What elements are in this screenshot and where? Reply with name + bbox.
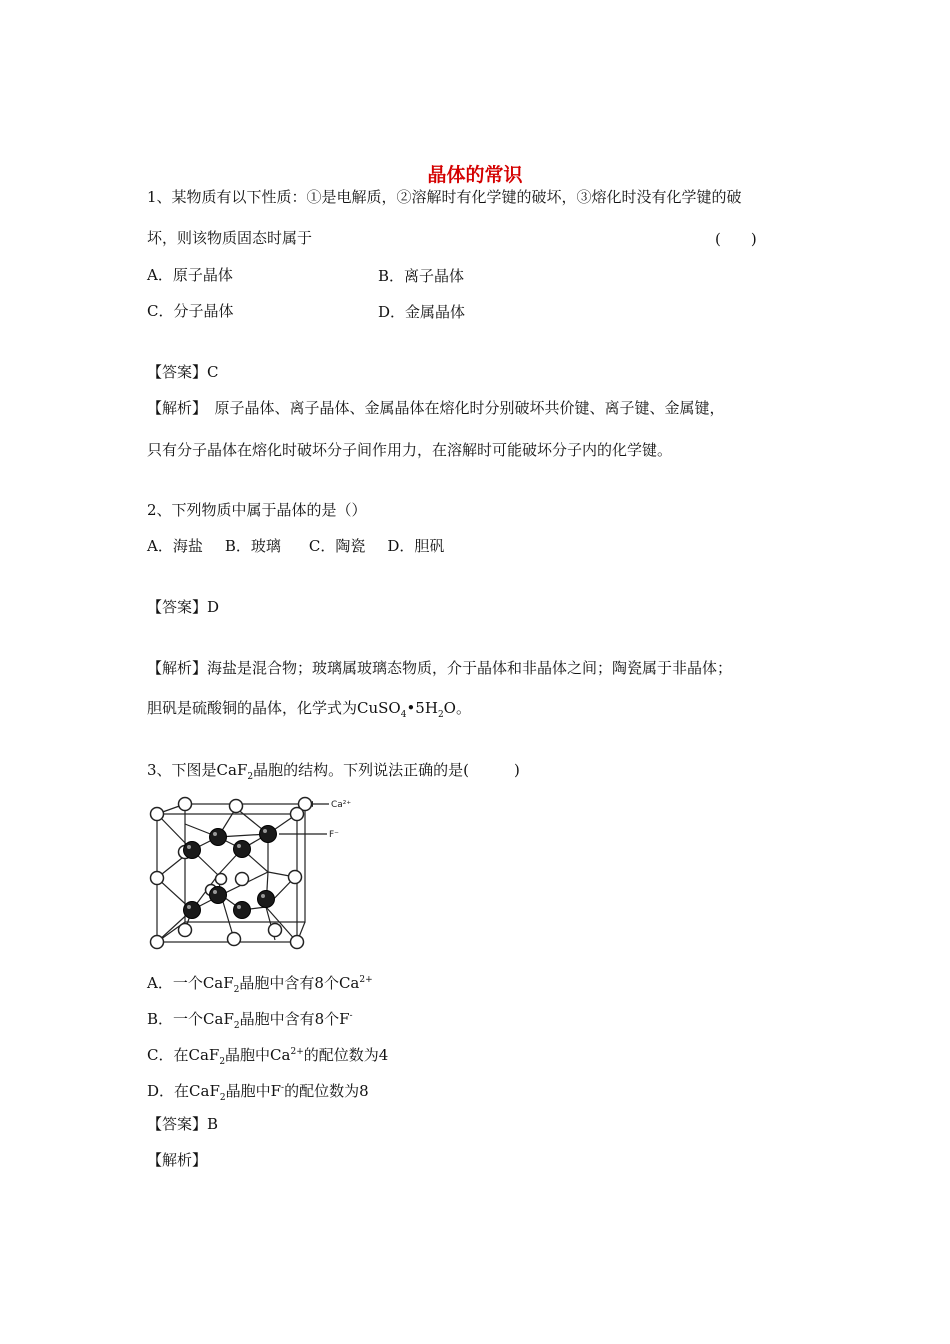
caf2-unit-cell-figure — [145, 792, 365, 952]
answer-label: 【答案】 — [147, 1115, 208, 1133]
q3-option-c — [147, 1042, 388, 1072]
option-text: C．在CaF — [147, 1046, 220, 1064]
q1-option-a: A．原子晶体 — [147, 266, 233, 284]
q3-analysis: 【解析】 — [147, 1151, 208, 1169]
formula-superscript: 2+ — [359, 975, 373, 985]
formula-subscript: 2 — [233, 985, 240, 995]
option-text: 晶胞中Ca — [225, 1046, 291, 1064]
answer-value: B — [207, 1115, 219, 1133]
analysis-text: 原子晶体、离子晶体、金属晶体在熔化时分别破坏共价键、离子键、金属键， — [199, 399, 725, 417]
q2-answer — [147, 597, 219, 617]
stem-text: 晶胞的结构。下列说法正确的是( ) — [253, 761, 520, 779]
q3-answer — [147, 1114, 218, 1134]
formula-text: 胆矾是硫酸铜的晶体，化学式为CuSO — [147, 699, 401, 717]
formula-superscript: 2+ — [290, 1047, 304, 1057]
q2-option-c: C．陶瓷 — [308, 537, 366, 555]
stem-text: 3、下图是CaF — [147, 761, 248, 779]
q1-stem-line2: 坏，则该物质固态时属于 — [147, 229, 313, 247]
option-text: 晶胞中含有8个F — [239, 1010, 350, 1028]
formula-text: O。 — [443, 699, 471, 717]
option-text: B．一个CaF — [147, 1010, 234, 1028]
crystal-structure-diagram — [145, 792, 365, 952]
formula-subscript: 2 — [233, 1021, 240, 1031]
option-text: A．一个CaF — [147, 974, 234, 992]
option-text: D．在CaF — [147, 1082, 220, 1100]
formula-superscript: - — [349, 1011, 353, 1021]
page-title: 晶体的常识 — [427, 164, 523, 186]
q1-option-d: D．金属晶体 — [378, 303, 466, 321]
q3-option-d — [147, 1078, 369, 1108]
q2-analysis-line1 — [147, 658, 732, 678]
formula-text: •5H — [406, 699, 438, 717]
q2-option-a: A．海盐 — [147, 537, 203, 555]
label-f-ion: F⁻ — [329, 830, 339, 840]
formula-subscript: 2 — [219, 1093, 226, 1103]
analysis-label: 【解析】 — [147, 659, 208, 677]
q2-options — [147, 536, 444, 556]
formula-superscript: - — [281, 1083, 285, 1093]
answer-value: C — [207, 363, 219, 381]
formula-subscript: 2 — [437, 710, 444, 720]
q2-option-b: B．玻璃 — [224, 537, 281, 555]
answer-value: D — [207, 598, 220, 616]
q1-analysis-line2: 只有分子晶体在熔化时破坏分子间作用力，在溶解时可能破坏分子内的化学键。 — [147, 441, 673, 459]
q3-option-a — [147, 970, 373, 1000]
answer-label: 【答案】 — [147, 363, 208, 381]
q2-analysis-line2 — [147, 698, 471, 725]
label-ca-ion: Ca²⁺ — [331, 800, 352, 810]
q1-option-b: B．离子晶体 — [378, 267, 465, 285]
option-text: 晶胞中含有8个Ca — [239, 974, 360, 992]
formula-subscript: 2 — [219, 1057, 226, 1067]
q2-option-d: D．胆矾 — [387, 537, 445, 555]
q1-stem-line1: 1、某物质有以下性质：①是电解质，②溶解时有化学键的破坏，③熔化时没有化学键的破 — [147, 188, 742, 206]
q1-answer-blank: ( ) — [715, 230, 757, 248]
analysis-text: 海盐是混合物；玻璃属玻璃态物质，介于晶体和非晶体之间；陶瓷属于非晶体； — [207, 659, 733, 677]
q1-answer — [147, 362, 219, 382]
q1-analysis-line1 — [147, 398, 725, 418]
formula-subscript: 4 — [400, 710, 407, 720]
q3-stem — [147, 760, 520, 787]
answer-label: 【答案】 — [147, 598, 208, 616]
q2-stem: 2、下列物质中属于晶体的是（） — [147, 501, 367, 519]
option-text: 晶胞中F — [225, 1082, 282, 1100]
analysis-label: 【解析】 — [147, 399, 200, 417]
q3-option-b — [147, 1006, 353, 1036]
option-text: 的配位数为8 — [284, 1082, 369, 1100]
q1-option-c: C．分子晶体 — [147, 302, 234, 320]
formula-subscript: 2 — [247, 772, 254, 782]
option-text: 的配位数为4 — [303, 1046, 389, 1064]
